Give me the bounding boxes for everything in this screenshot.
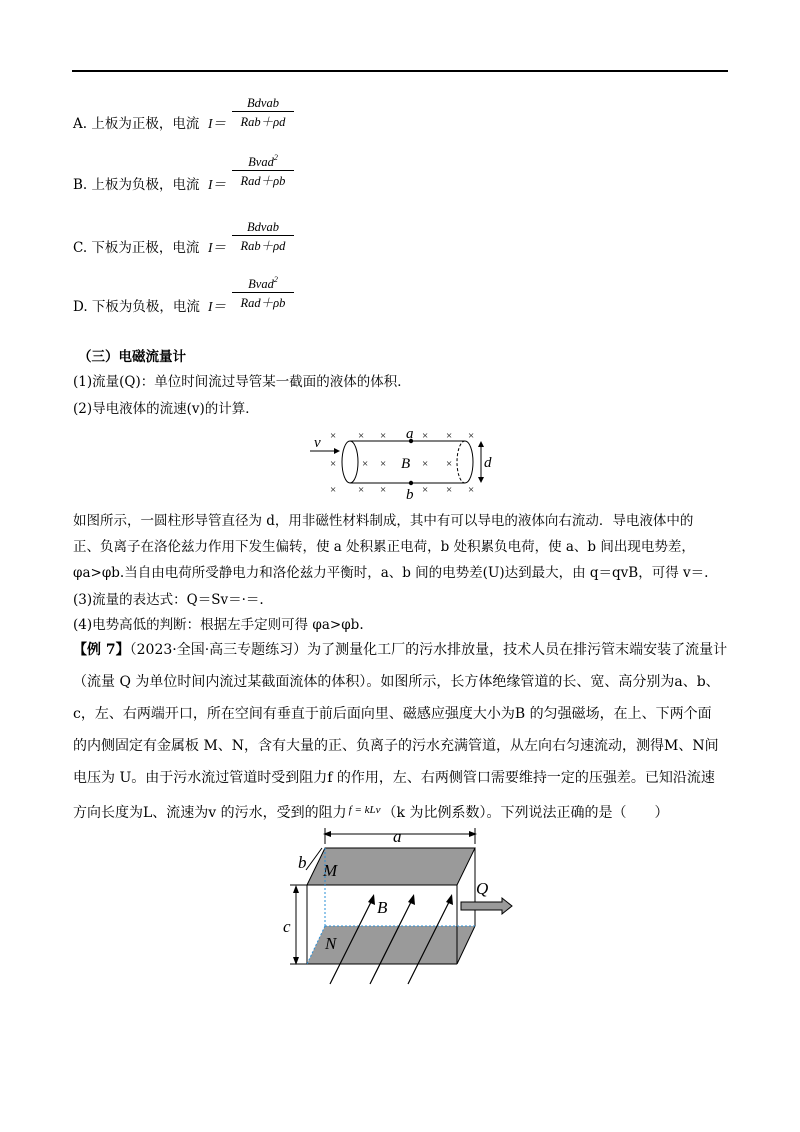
svg-text:×: ×	[468, 430, 475, 442]
svg-text:×: ×	[422, 430, 429, 442]
option-label: A. 上板为正极，电流	[73, 116, 200, 132]
svg-text:×: ×	[330, 430, 337, 442]
pipe-right-end-back	[457, 441, 465, 483]
svg-text:×: ×	[446, 430, 453, 442]
pipe-right-end-front	[465, 441, 473, 483]
plate-m-label: M	[323, 861, 338, 880]
section-item-2: (2)导电液体的流速(v)的计算．	[73, 401, 259, 417]
field-arrowhead	[408, 894, 415, 905]
example-text-1: （2023·全国·高三专题练习）为了测量化工厂的污水排放量，技术人员在排污管末端安装了流量计	[129, 642, 728, 658]
svg-text:×: ×	[380, 430, 387, 442]
fraction-numerator: Bdvab	[247, 96, 279, 110]
diameter-label: d	[484, 455, 492, 471]
point-b-label: b	[406, 487, 414, 503]
example-text-6a: 方向长度为L、流速为v 的污水，受到的阻力	[73, 805, 347, 821]
svg-text:×: ×	[380, 458, 387, 470]
numerator-exponent: 2	[273, 153, 278, 162]
svg-text:×: ×	[330, 458, 337, 470]
option-var: I＝	[208, 116, 226, 131]
svg-text:×: ×	[330, 484, 337, 496]
option-var: I＝	[208, 177, 226, 192]
velocity-arrowhead	[334, 448, 340, 454]
diameter-arrow-bottom	[478, 477, 484, 483]
svg-text:×: ×	[358, 484, 365, 496]
svg-text:×: ×	[422, 484, 429, 496]
example-paragraph	[73, 634, 733, 829]
header-rule	[72, 70, 728, 72]
option-label: D. 下板为负极，电流	[73, 299, 200, 315]
option-fraction	[232, 96, 294, 130]
numerator-text: Bvad	[248, 277, 274, 291]
description-paragraph	[73, 508, 733, 586]
example-tag: 【例 7】	[73, 642, 130, 658]
option-fraction	[232, 275, 294, 311]
length-arrow-right	[469, 831, 477, 837]
height-label: c	[283, 917, 291, 936]
field-label: B	[401, 456, 411, 472]
length-arrow-left	[323, 831, 331, 837]
example-line-5: 电压为 U。由于污水流过管道时受到阻力f 的作用，左、右两侧管口需要维持一定的压强差。已知沿流速	[73, 770, 715, 786]
plate-n-label: N	[325, 934, 337, 953]
fraction-denominator: Rab＋ρd	[240, 115, 286, 129]
width-label: b	[298, 853, 307, 872]
example-line-4: 的内侧固定有金属板 M、N，含有大量的正、负离子的污水充满管道，从左向右匀速流动，测得M、N间	[73, 738, 719, 754]
fraction-denominator: Rad＋ρb	[240, 296, 286, 310]
description-line-1: 如图所示，一圆柱形导管直径为 d，用非磁性材料制成，其中有可以导电的液体向右流动．导电液体中的	[73, 513, 694, 529]
svg-text:×: ×	[446, 458, 453, 470]
flowmeter-pipe-diagram	[300, 425, 500, 503]
fraction-numerator	[232, 275, 294, 292]
svg-text:×: ×	[380, 484, 387, 496]
fraction-denominator: Rab＋ρd	[240, 239, 286, 253]
section-title: （三）电磁流量计	[78, 349, 186, 365]
length-label: a	[393, 828, 402, 846]
example-line-2: （流量 Q 为单位时间内流过某截面流体的体积）。如图所示，长方体绝缘管道的长、宽、高分别为a、b、	[73, 674, 720, 690]
option-label: C. 下板为正极，电流	[73, 240, 200, 256]
option-label: B. 上板为负极，电流	[73, 177, 200, 193]
flow-arrow	[461, 898, 512, 914]
option-var: I＝	[208, 240, 226, 255]
svg-text:×: ×	[446, 484, 453, 496]
example-line-3: c，左、右两端开口，所在空间有垂直于前后面向里、磁感应强度大小为B 的匀强磁场，在上、下两个面	[73, 706, 712, 722]
example-text-6b: （k 为比例系数）。下列说法正确的是（ ）	[382, 805, 669, 821]
option-fraction	[232, 153, 294, 189]
field-arrowhead	[368, 894, 375, 905]
velocity-label: v	[314, 435, 321, 451]
field-arrowhead	[446, 894, 453, 905]
numerator-exponent: 2	[273, 275, 278, 284]
fraction-numerator	[232, 153, 294, 170]
section-item-4: (4)电势高低的判断：根据左手定则可得 φa>φb.	[73, 617, 364, 633]
pipe-left-end	[342, 441, 358, 483]
example-line-6	[73, 794, 733, 829]
description-line-3: φa>φb.当自由电荷所受静电力和洛伦兹力平衡时，a、b 间的电势差(U)达到最大，由 q＝qvB，可得 v＝.	[73, 565, 709, 581]
svg-text:×: ×	[422, 458, 429, 470]
svg-text:×: ×	[362, 458, 369, 470]
section-item-3: (3)流量的表达式：Q＝Sv＝·＝.	[73, 592, 264, 608]
flow-label: Q	[476, 879, 489, 898]
fraction-denominator: Rad＋ρb	[240, 174, 286, 188]
resistance-formula: f = kLv	[348, 804, 381, 816]
description-line-2: 正、负离子在洛伦兹力作用下发生偏转，使 a 处积累正电荷，b 处积累负电荷，使 a、b 间出现电势差，	[73, 539, 695, 555]
option-fraction	[232, 220, 294, 254]
rectangular-pipe-diagram	[280, 828, 520, 990]
height-arrow-top	[293, 885, 299, 893]
diameter-arrow-top	[478, 441, 484, 447]
field-label: B	[377, 898, 388, 917]
section-item-1: (1)流量(Q)：单位时间流过导管某一截面的液体的体积．	[73, 374, 411, 390]
point-a-label: a	[406, 426, 414, 442]
numerator-text: Bvad	[248, 155, 274, 169]
example-line-1	[73, 634, 733, 666]
svg-text:×: ×	[358, 430, 365, 442]
fraction-numerator: Bdvab	[247, 220, 279, 234]
option-var: I＝	[208, 299, 226, 314]
svg-text:×: ×	[468, 484, 475, 496]
point-b	[409, 481, 413, 485]
